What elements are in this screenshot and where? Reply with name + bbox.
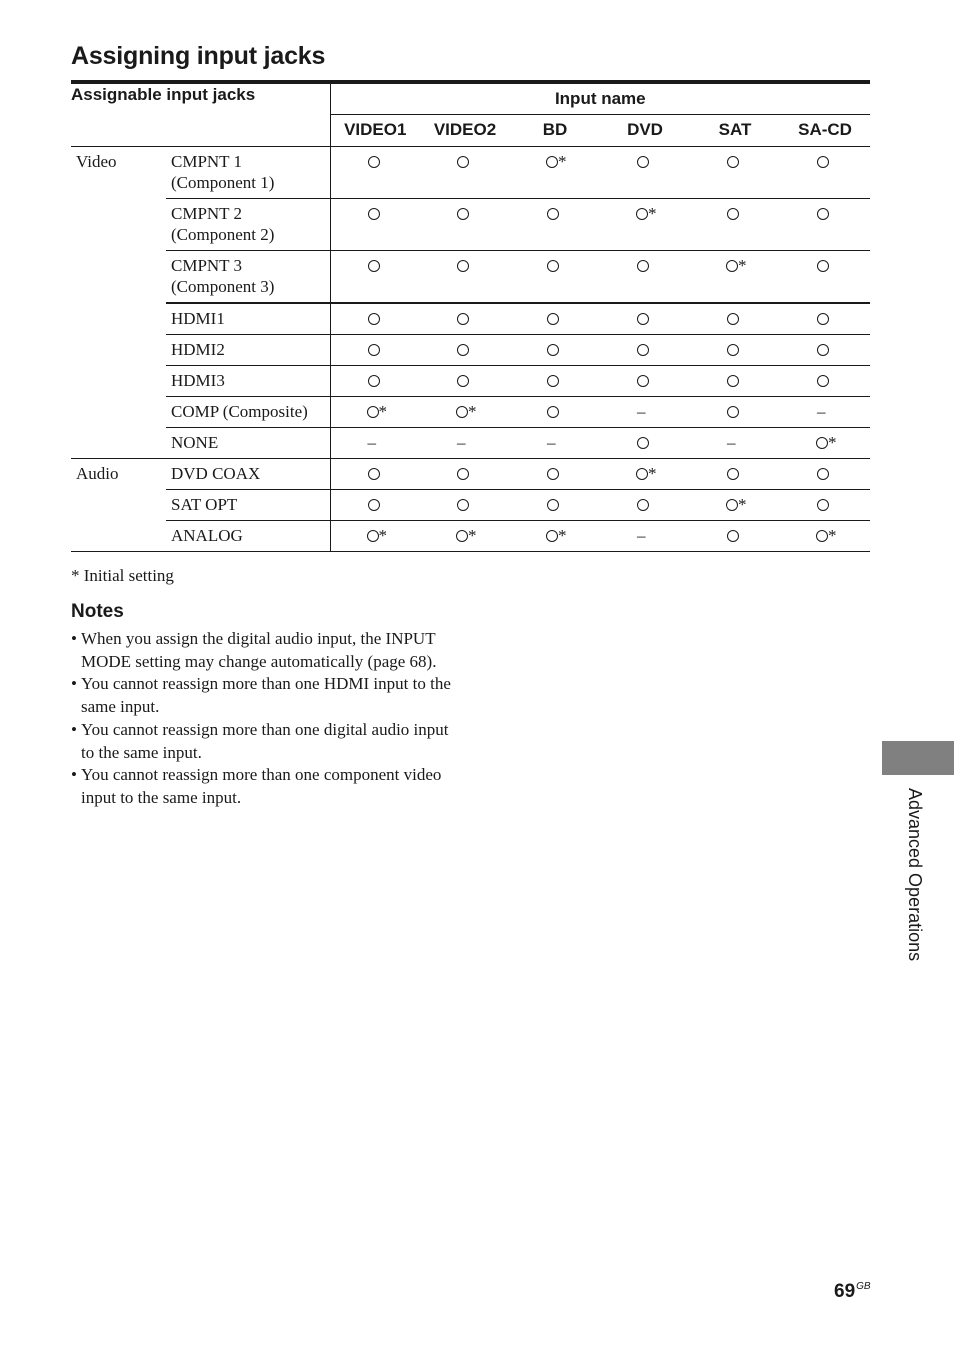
circle-icon (368, 151, 380, 172)
circle-icon (637, 339, 649, 360)
circle-icon (637, 308, 649, 329)
circle-icon (457, 255, 469, 276)
assignment-cell (330, 303, 420, 335)
assignment-cell (510, 458, 600, 489)
assignment-cell (780, 396, 870, 427)
assignment-cell (330, 250, 420, 303)
note-text: You cannot reassign more than one digital audio input to the same input. (81, 719, 449, 762)
table-row (71, 365, 870, 396)
assignment-cell (510, 198, 600, 250)
jack-name-line: DVD COAX (171, 463, 261, 483)
circle-icon (727, 401, 739, 422)
page-number (834, 1281, 871, 1303)
note-text: You cannot reassign more than one HDMI input to the same input. (81, 674, 451, 717)
assignment-cell (600, 520, 690, 551)
assignment-cell (600, 198, 690, 250)
jack-name-line: HDMI2 (171, 339, 225, 359)
jack-group-label: Audio (71, 458, 166, 551)
circle-icon (368, 370, 380, 391)
dash-mark: – (637, 525, 646, 545)
circle-icon (457, 370, 469, 391)
assignment-cell (690, 334, 780, 365)
dash-mark: – (547, 432, 556, 452)
circle-icon (547, 339, 559, 360)
jack-name-line: NONE (171, 432, 219, 452)
circle-icon (457, 308, 469, 329)
table-row (71, 146, 870, 198)
input-name-header: Input name (330, 84, 870, 114)
assignment-cell (690, 396, 780, 427)
circle-icon (368, 463, 380, 484)
assignment-cell (420, 489, 510, 520)
page-number-value: 69 (834, 1281, 856, 1302)
assignment-cell (780, 198, 870, 250)
assignment-cell (510, 303, 600, 335)
circle-icon (368, 203, 380, 224)
assignment-cell (690, 365, 780, 396)
jack-name (166, 303, 330, 335)
assignment-cell (510, 427, 600, 458)
circle-icon (817, 370, 829, 391)
circle-icon (637, 255, 649, 276)
table-row (71, 250, 870, 303)
assignment-cell (780, 303, 870, 335)
assignment-cell (420, 334, 510, 365)
jack-name-line: (Component 1) (171, 172, 275, 192)
assignment-cell (600, 365, 690, 396)
circle-icon (457, 203, 469, 224)
jack-name-line: CMPNT 3 (171, 255, 243, 275)
table-row (71, 198, 870, 250)
assignment-cell (510, 365, 600, 396)
assignment-cell (330, 396, 420, 427)
column-header: SAT (690, 114, 780, 146)
dash-mark: – (457, 432, 466, 452)
assignment-cell (690, 198, 780, 250)
circle-icon (817, 308, 829, 329)
dash-mark: – (367, 432, 377, 452)
page-suffix: GB (856, 1281, 871, 1292)
circle-icon (817, 255, 829, 276)
circle-icon (727, 308, 739, 329)
circle-icon (457, 339, 469, 360)
circle-icon (547, 463, 559, 484)
dash-mark: – (637, 401, 646, 421)
circle-icon (547, 203, 559, 224)
jack-name (166, 334, 330, 365)
jack-name-line: CMPNT 2 (171, 203, 243, 223)
circle-icon (547, 494, 559, 515)
section-tab-label: Advanced Operations (905, 788, 925, 962)
circle-initial-icon: * (367, 525, 388, 546)
table-row (71, 427, 870, 458)
note-text: You cannot reassign more than one component video input to the same input. (81, 765, 442, 807)
bullet: • (71, 719, 77, 739)
assignment-cell (330, 520, 420, 551)
assignment-cell (420, 520, 510, 551)
circle-icon (637, 151, 649, 172)
assignment-cell (780, 458, 870, 489)
assignment-cell (510, 146, 600, 198)
circle-initial-icon: * (726, 255, 747, 276)
circle-initial-icon: * (546, 151, 567, 172)
jack-name (166, 250, 330, 303)
assignment-cell (330, 334, 420, 365)
section-tab (882, 741, 954, 775)
circle-icon (727, 370, 739, 391)
circle-icon (727, 151, 739, 172)
jack-name (166, 146, 330, 198)
circle-initial-icon: * (636, 463, 657, 484)
column-header: SA-CD (780, 114, 870, 146)
note-item (71, 719, 451, 764)
assignment-cell (420, 303, 510, 335)
assignment-cell (690, 458, 780, 489)
jack-name (166, 198, 330, 250)
assignment-cell (780, 365, 870, 396)
column-header: VIDEO2 (420, 114, 510, 146)
jack-name-line: COMP (Composite) (171, 401, 308, 421)
dash-mark: – (727, 432, 736, 452)
circle-icon (368, 339, 380, 360)
assignment-cell (690, 520, 780, 551)
assignment-cell (510, 489, 600, 520)
table-row (71, 334, 870, 365)
assignment-cell (420, 198, 510, 250)
circle-icon (547, 401, 559, 422)
jack-name-line: SAT OPT (171, 494, 238, 514)
circle-initial-icon: * (636, 203, 657, 224)
column-header: VIDEO1 (330, 114, 420, 146)
bullet: • (71, 765, 77, 785)
table-row (71, 520, 870, 551)
circle-icon (368, 308, 380, 329)
circle-initial-icon: * (726, 494, 747, 515)
assignment-cell (600, 146, 690, 198)
input-jacks-table (71, 84, 870, 552)
note-text: When you assign the digital audio input, the INPUT MODE setting may change automatically (page 68). (81, 629, 437, 671)
assignment-cell (780, 520, 870, 551)
jack-name-line: HDMI3 (171, 370, 225, 390)
assignment-cell (330, 458, 420, 489)
assignment-cell (510, 250, 600, 303)
assignment-cell (600, 303, 690, 335)
circle-icon (368, 255, 380, 276)
assignment-cell (510, 520, 600, 551)
circle-icon (457, 494, 469, 515)
assignment-cell (600, 250, 690, 303)
bullet: • (71, 629, 77, 648)
circle-icon (727, 525, 739, 546)
assignment-cell (600, 489, 690, 520)
jack-name (166, 520, 330, 551)
notes-list (71, 628, 451, 810)
jack-name (166, 489, 330, 520)
assignment-cell (780, 489, 870, 520)
assignment-cell (420, 458, 510, 489)
circle-icon (817, 339, 829, 360)
circle-icon (637, 494, 649, 515)
assignment-cell (690, 303, 780, 335)
circle-icon (727, 203, 739, 224)
assignment-cell (420, 365, 510, 396)
assignment-cell (330, 365, 420, 396)
circle-icon (637, 370, 649, 391)
circle-icon (368, 494, 380, 515)
assignment-cell (600, 427, 690, 458)
circle-icon (637, 432, 649, 453)
circle-icon (547, 255, 559, 276)
jack-name (166, 458, 330, 489)
note-item (71, 764, 451, 809)
assignment-cell (780, 334, 870, 365)
circle-initial-icon: * (816, 432, 837, 453)
assignment-cell (600, 458, 690, 489)
jack-name (166, 365, 330, 396)
circle-icon (547, 370, 559, 391)
table-row (71, 303, 870, 335)
assignable-input-jacks-header: Assignable input jacks (71, 84, 330, 146)
dash-mark: – (817, 401, 826, 421)
circle-icon (817, 494, 829, 515)
assignment-cell (420, 146, 510, 198)
circle-initial-icon: * (456, 525, 477, 546)
circle-initial-icon: * (456, 401, 477, 422)
jack-name-line: HDMI1 (171, 308, 225, 328)
circle-initial-icon: * (367, 401, 388, 422)
footnote: * Initial setting (71, 566, 174, 585)
note-item (71, 673, 451, 718)
assignment-cell (420, 427, 510, 458)
jack-name (166, 396, 330, 427)
circle-icon (817, 151, 829, 172)
circle-icon (727, 339, 739, 360)
assignment-cell (780, 427, 870, 458)
table-row (71, 458, 870, 489)
circle-initial-icon: * (816, 525, 837, 546)
page-title: Assigning input jacks (71, 42, 326, 70)
assignment-cell (420, 250, 510, 303)
circle-icon (817, 203, 829, 224)
assignment-cell (510, 396, 600, 427)
assignment-cell (330, 198, 420, 250)
column-header: DVD (600, 114, 690, 146)
notes-heading: Notes (71, 601, 124, 622)
assignment-cell (690, 146, 780, 198)
assignment-cell (690, 427, 780, 458)
assignment-cell (510, 334, 600, 365)
column-header: BD (510, 114, 600, 146)
assignment-cell (330, 427, 420, 458)
circle-icon (457, 463, 469, 484)
assignment-cell (780, 146, 870, 198)
assignment-cell (420, 396, 510, 427)
note-item (71, 628, 451, 673)
assignment-cell (690, 489, 780, 520)
assignment-cell (330, 146, 420, 198)
table-row (71, 489, 870, 520)
assignment-cell (600, 334, 690, 365)
assignment-cell (690, 250, 780, 303)
table-row (71, 396, 870, 427)
bullet: • (71, 674, 77, 694)
jack-name-line: CMPNT 1 (171, 151, 243, 171)
circle-icon (457, 151, 469, 172)
jack-name-line: (Component 2) (171, 224, 275, 244)
jack-name-line: (Component 3) (171, 276, 275, 296)
circle-icon (547, 308, 559, 329)
circle-icon (727, 463, 739, 484)
assignment-cell (330, 489, 420, 520)
circle-initial-icon: * (546, 525, 567, 546)
assignment-cell (780, 250, 870, 303)
jack-group-label: Video (71, 146, 166, 458)
assignment-cell (600, 396, 690, 427)
circle-icon (817, 463, 829, 484)
jack-name (166, 427, 330, 458)
jack-name-line: ANALOG (171, 525, 243, 545)
